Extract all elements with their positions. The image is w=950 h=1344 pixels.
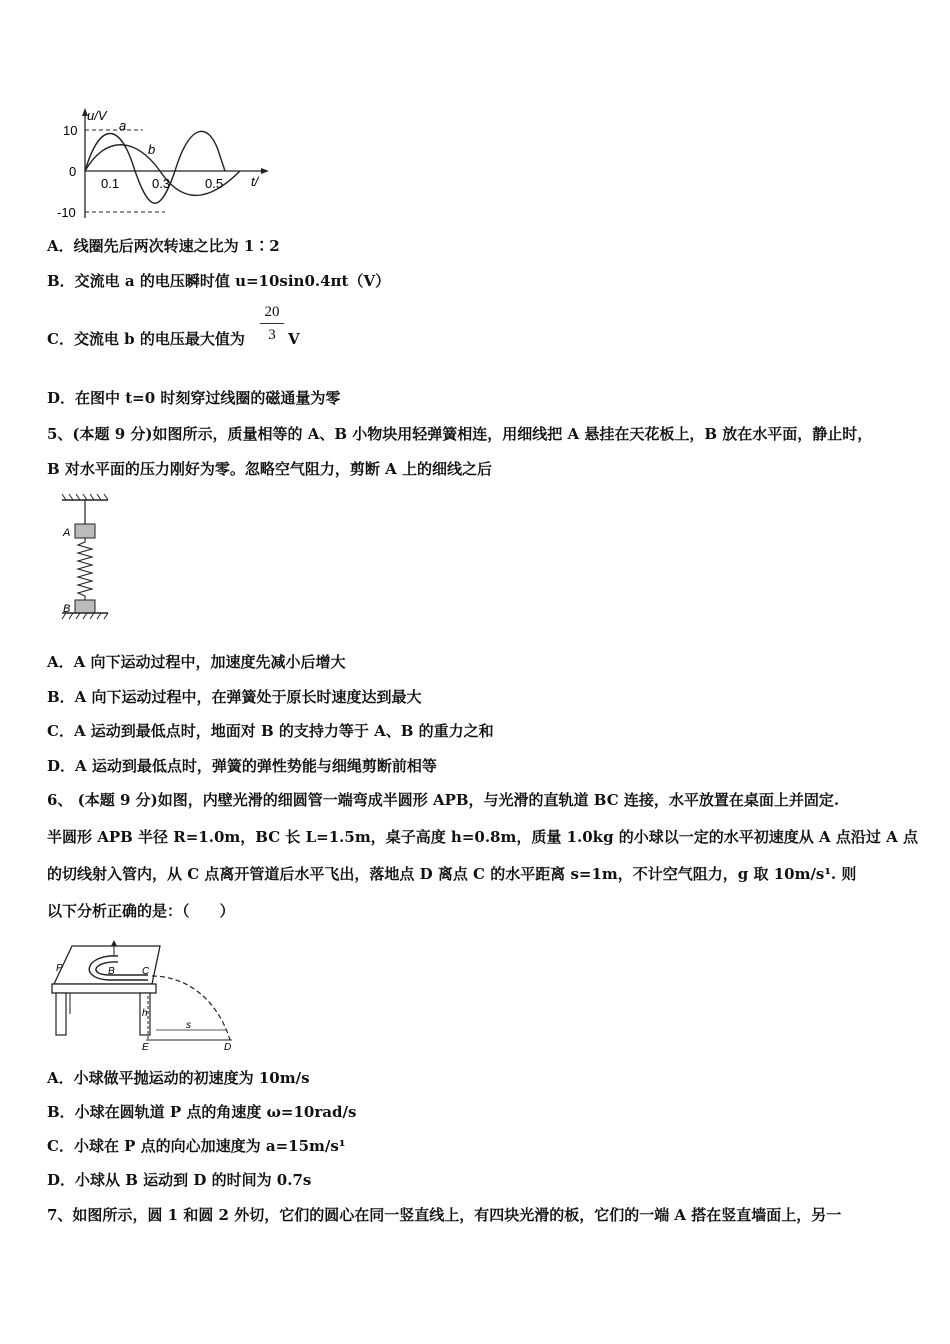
y-tick-10: 10 (63, 123, 78, 138)
point-b-label: B (108, 966, 115, 977)
spring-blocks-figure (58, 492, 118, 626)
q5-option-b: B．A 向下运动过程中，在弹簧处于原长时速度达到最大 (47, 688, 422, 706)
table-projectile-figure (48, 936, 248, 1052)
height-h-label: h (142, 1008, 148, 1019)
q4-option-c-unit: V (288, 330, 300, 348)
curve-a-label: a (119, 118, 127, 133)
q5-stem-line2: B 对水平面的压力刚好为零。忽略空气阻力，剪断 A 上的细线之后 (47, 460, 492, 478)
x-tick-05: 0.5 (205, 176, 224, 191)
q7-stem-line1: 7、如图所示，圆 1 和圆 2 外切，它们的圆心在同一竖直线上，有四块光滑的板，它们的一端 A 搭在竖直墙面上，另一 (47, 1206, 842, 1224)
q6-stem-line1: 6、 (本题 9 分)如图，内壁光滑的细圆管一端弯成半圆形 APB，与光滑的直轨道 BC 连接，水平放置在桌面上并固定. (47, 791, 840, 809)
axis-x-label: t/ (251, 174, 259, 189)
q5-option-a: A．A 向下运动过程中，加速度先减小后增大 (47, 653, 346, 671)
x-tick-03: 0.3 (152, 176, 171, 191)
q6-option-d: D．小球从 B 运动到 D 的时间为 0.7s (47, 1171, 312, 1189)
block-b-label: B (63, 603, 71, 615)
curve-b-label: b (148, 142, 156, 157)
fraction-numerator: 20 (264, 304, 280, 320)
point-p-label: P (56, 963, 63, 974)
q6-stem-line2: 半圆形 APB 半径 R=1.0m，BC 长 L=1.5m，桌子高度 h=0.8m，质量 1.0kg 的小球以一定的水平初速度从 A 点沿过 A 点 (47, 828, 918, 846)
y-tick-neg10: -10 (57, 205, 76, 220)
q6-option-c: C．小球在 P 点的向心加速度为 a=15m/s¹ (47, 1137, 346, 1155)
x-tick-01: 0.1 (101, 176, 120, 191)
q6-option-a: A．小球做平抛运动的初速度为 10m/s (47, 1069, 310, 1087)
point-e-label: E (142, 1042, 149, 1052)
q4-option-d: D．在图中 t=0 时刻穿过线圈的磁通量为零 (47, 389, 341, 407)
q4-option-c-prefix: C．交流电 b 的电压最大值为 (47, 330, 245, 348)
fraction-denominator: 3 (268, 327, 276, 343)
q5-option-c: C．A 运动到最低点时，地面对 B 的支持力等于 A、B 的重力之和 (47, 722, 494, 740)
point-d-label: D (224, 1042, 232, 1052)
block-a-label: A (63, 527, 71, 539)
q5-option-d: D．A 运动到最低点时，弹簧的弹性势能与细绳剪断前相等 (47, 757, 437, 775)
q4-option-b: B．交流电 a 的电压瞬时值 u=10sin0.4πt（V） (47, 272, 391, 290)
y-tick-0: 0 (69, 164, 77, 179)
distance-s-label: s (186, 1020, 191, 1031)
axis-y-label: u/V (87, 108, 107, 123)
q6-option-b: B．小球在圆轨道 P 点的角速度 ω=10rad/s (47, 1103, 357, 1121)
voltage-time-graph (55, 106, 275, 224)
q6-stem-line3: 的切线射入管内，从 C 点离开管道后水平飞出，落地点 D 离点 C 的水平距离 s=1m，不计空气阻力，g 取 10m/s¹. 则 (47, 865, 857, 883)
point-c-label: C (142, 966, 150, 977)
q4-option-a: A．线圈先后两次转速之比为 1∶2 (47, 237, 280, 255)
q6-stem-line4: 以下分析正确的是：（ ） (47, 902, 235, 920)
q5-stem-line1: 5、(本题 9 分)如图所示，质量相等的 A、B 小物块用轻弹簧相连，用细线把 A 悬挂在天花板上，B 放在水平面，静止时， (47, 425, 873, 443)
fraction-20-over-3 (258, 302, 286, 345)
